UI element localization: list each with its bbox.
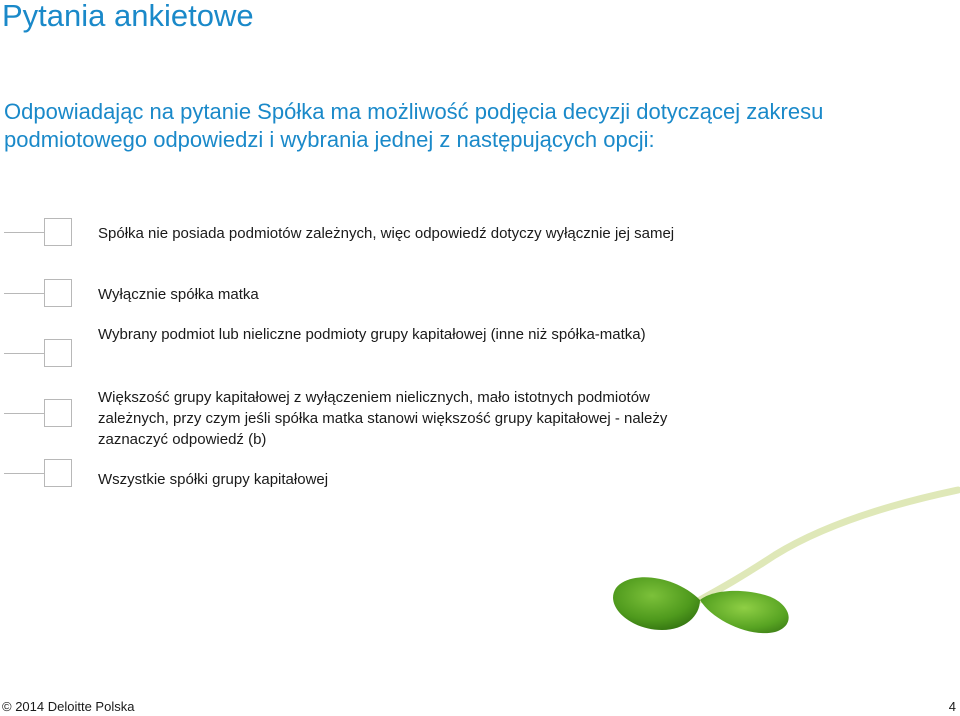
page-title: Pytania ankietowe	[2, 0, 254, 33]
option-connector-line	[4, 473, 46, 474]
option-text-3: Wybrany podmiot lub nieliczne podmioty grupy kapitałowej (inne niż spółka-matka)	[98, 326, 646, 343]
option-connector-line	[4, 413, 46, 414]
option-text-5: Wszystkie spółki grupy kapitałowej	[98, 471, 329, 488]
sprout-illustration	[600, 470, 960, 685]
intro-text: Odpowiadając na pytanie Spółka ma możliwość podjęcia decyzji dotyczącej zakresu podmiotowego odpowiedzi i wybrania jednej z następujących opcji:	[4, 99, 824, 152]
option-checkbox-5[interactable]	[44, 459, 72, 487]
option-checkbox-3[interactable]	[44, 339, 72, 367]
option-checkbox-1[interactable]	[44, 218, 72, 246]
option-text-1: Spółka nie posiada podmiotów zależnych, więc odpowiedź dotyczy wyłącznie jej samej	[98, 225, 675, 242]
sprout-stem	[700, 490, 958, 600]
option-text-2: Wyłącznie spółka matka	[98, 286, 259, 303]
sprout-leaf-left	[613, 577, 700, 630]
option-checkbox-2[interactable]	[44, 279, 72, 307]
sprout-leaf-right	[700, 591, 789, 633]
option-text-4: Większość grupy kapitałowej z wyłączeniem nielicznych, mało istotnych podmiotów zależnych, przy czym jeśli spółka matka stanowi większość grupy kapitałowej - należy zaznaczyć odpowiedź (b)	[98, 389, 668, 448]
option-connector-line	[4, 353, 46, 354]
page-number: 4	[948, 699, 956, 714]
option-checkbox-4[interactable]	[44, 399, 72, 427]
option-connector-line	[4, 293, 46, 294]
option-connector-line	[4, 232, 46, 233]
footer-copyright: © 2014 Deloitte Polska	[2, 699, 135, 714]
